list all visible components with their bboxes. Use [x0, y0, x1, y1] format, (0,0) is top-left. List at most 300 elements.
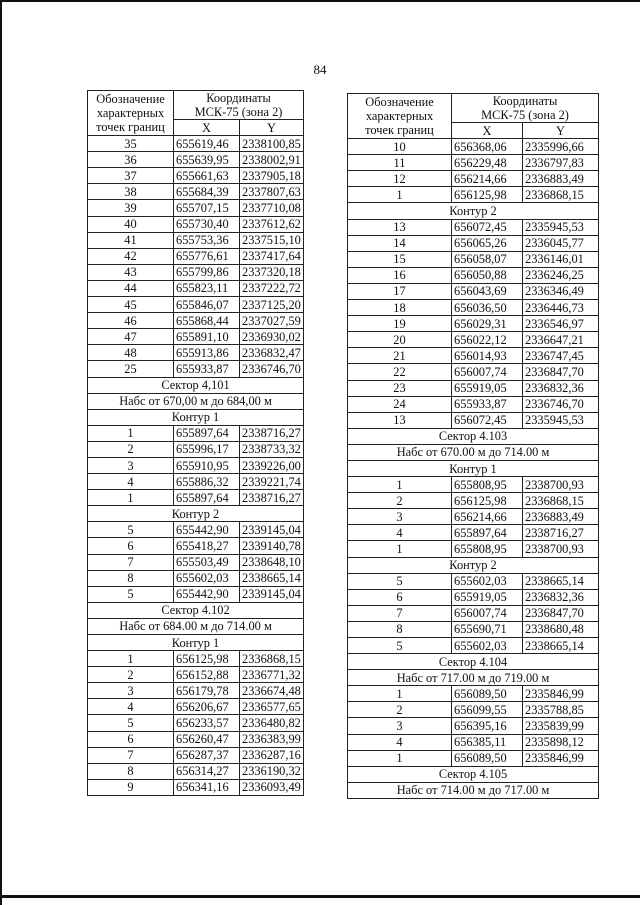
point-row [348, 251, 599, 267]
y-coordinate: 2336480,82 [240, 715, 304, 731]
x-coordinate: 655602,03 [174, 570, 240, 586]
x-coordinate: 655919,05 [452, 589, 523, 605]
point-number: 23 [348, 380, 452, 396]
x-coordinate: 656287,37 [174, 747, 240, 763]
coordinates-header [452, 94, 599, 123]
point-number: 1 [88, 651, 174, 667]
point-row [88, 651, 304, 667]
y-coordinate: 2335846,99 [523, 686, 599, 702]
point-row [88, 313, 304, 329]
y-coordinate: 2336847,70 [523, 364, 599, 380]
point-row [88, 425, 304, 441]
point-row [348, 525, 599, 541]
y-coordinate: 2335996,66 [523, 139, 599, 155]
point-number: 8 [88, 570, 174, 586]
y-coordinate: 2337612,62 [240, 216, 304, 232]
x-coordinate: 655868,44 [174, 313, 240, 329]
point-number: 20 [348, 332, 452, 348]
point-row [88, 345, 304, 361]
left-edge-line [0, 0, 2, 905]
point-number: 36 [88, 152, 174, 168]
point-number: 22 [348, 364, 452, 380]
y-coordinate: 2337417,64 [240, 248, 304, 264]
y-coordinate: 2337515,10 [240, 232, 304, 248]
y-coordinate: 2338665,14 [240, 570, 304, 586]
x-column-header: X [452, 123, 523, 139]
point-row [88, 570, 304, 586]
bottom-edge-line [0, 895, 640, 898]
sector-heading-row [348, 654, 599, 670]
x-coordinate: 656152,88 [174, 667, 240, 683]
x-coordinate: 655897,64 [174, 425, 240, 441]
x-coordinate: 656385,11 [452, 734, 523, 750]
x-coordinate: 656036,50 [452, 300, 523, 316]
y-coordinate: 2336747,45 [523, 348, 599, 364]
sector-heading-row [348, 782, 599, 798]
point-row [88, 264, 304, 280]
point-row [88, 457, 304, 473]
point-number: 5 [88, 522, 174, 538]
point-row [348, 332, 599, 348]
x-coordinate: 656029,31 [452, 316, 523, 332]
point-number: 9 [88, 779, 174, 795]
point-number: 13 [348, 412, 452, 428]
x-coordinate: 655690,71 [452, 621, 523, 637]
y-coordinate: 2335846,99 [523, 750, 599, 766]
x-coordinate: 656229,48 [452, 155, 523, 171]
point-number: 41 [88, 232, 174, 248]
x-coordinate: 655776,61 [174, 248, 240, 264]
point-row [348, 219, 599, 235]
y-coordinate: 2336045,77 [523, 235, 599, 251]
x-coordinate: 655730,40 [174, 216, 240, 232]
y-coordinate: 2335945,53 [523, 219, 599, 235]
point-row [348, 187, 599, 203]
x-coordinate: 655886,32 [174, 474, 240, 490]
coordinates-header-line: МСК-75 (зона 2) [194, 105, 283, 119]
contour-title: Контур 2 [88, 506, 304, 522]
x-coordinate: 655846,07 [174, 297, 240, 313]
point-row [348, 139, 599, 155]
sector-text: Сектор 4,101 [88, 377, 304, 393]
y-coordinate: 2337320,18 [240, 264, 304, 280]
point-number: 47 [88, 329, 174, 345]
point-number: 25 [88, 361, 174, 377]
x-coordinate: 656125,98 [452, 493, 523, 509]
sector-heading-row [88, 602, 304, 618]
x-coordinate: 656260,47 [174, 731, 240, 747]
point-row [348, 267, 599, 283]
sector-text: Сектор 4.105 [348, 766, 599, 782]
y-coordinate: 2338716,27 [240, 425, 304, 441]
contour-heading-row [88, 506, 304, 522]
contour-heading-row [88, 635, 304, 651]
y-coordinate: 2336797,83 [523, 155, 599, 171]
point-number: 5 [88, 586, 174, 602]
x-coordinate: 656314,27 [174, 763, 240, 779]
point-number: 12 [348, 171, 452, 187]
x-coordinate: 655753,36 [174, 232, 240, 248]
point-number: 4 [88, 699, 174, 715]
point-row [88, 248, 304, 264]
x-coordinate: 655823,11 [174, 280, 240, 296]
point-row [88, 699, 304, 715]
x-coordinate: 656214,66 [452, 509, 523, 525]
coordinates-table-left [87, 90, 304, 796]
point-row [348, 316, 599, 332]
point-row [348, 621, 599, 637]
x-coordinate: 655897,64 [174, 490, 240, 506]
x-coordinate: 656072,45 [452, 412, 523, 428]
point-row [88, 554, 304, 570]
point-number: 7 [88, 747, 174, 763]
y-coordinate: 2338680,48 [523, 621, 599, 637]
x-coordinate: 655684,39 [174, 184, 240, 200]
point-number: 42 [88, 248, 174, 264]
point-row [88, 715, 304, 731]
point-number: 16 [348, 267, 452, 283]
x-coordinate: 656058,07 [452, 251, 523, 267]
y-coordinate: 2336746,70 [240, 361, 304, 377]
x-coordinate: 656179,78 [174, 683, 240, 699]
y-coordinate: 2335839,99 [523, 718, 599, 734]
point-number: 6 [88, 731, 174, 747]
point-row [88, 216, 304, 232]
point-row [88, 232, 304, 248]
point-number: 7 [88, 554, 174, 570]
point-row [348, 348, 599, 364]
y-coordinate: 2336832,36 [523, 589, 599, 605]
point-row [348, 509, 599, 525]
point-label-header-line: характерных [96, 106, 165, 121]
y-coordinate: 2338665,14 [523, 573, 599, 589]
x-coordinate: 656341,16 [174, 779, 240, 795]
x-coordinate: 655799,86 [174, 264, 240, 280]
point-row [348, 605, 599, 621]
point-row [348, 750, 599, 766]
point-number: 4 [88, 474, 174, 490]
point-row [88, 731, 304, 747]
y-coordinate: 2336546,97 [523, 316, 599, 332]
point-row [348, 300, 599, 316]
y-coordinate: 2336146,01 [523, 251, 599, 267]
sector-heading-row [348, 444, 599, 460]
sector-text: Набс от 670,00 м до 684,00 м [88, 393, 304, 409]
y-coordinate: 2336930,02 [240, 329, 304, 345]
sector-heading-row [348, 670, 599, 686]
point-number: 39 [88, 200, 174, 216]
point-number: 8 [88, 763, 174, 779]
point-row [348, 589, 599, 605]
x-coordinate: 656065,26 [452, 235, 523, 251]
y-coordinate: 2335788,85 [523, 702, 599, 718]
point-label-header [88, 91, 174, 136]
y-coordinate: 2336346,49 [523, 283, 599, 299]
point-row [88, 184, 304, 200]
x-coordinate: 655891,10 [174, 329, 240, 345]
x-coordinate: 656368,06 [452, 139, 523, 155]
x-coordinate: 656043,69 [452, 283, 523, 299]
sector-text: Сектор 4.104 [348, 654, 599, 670]
x-coordinate: 656206,67 [174, 699, 240, 715]
y-coordinate: 2336832,47 [240, 345, 304, 361]
y-coordinate: 2338648,10 [240, 554, 304, 570]
point-row [88, 586, 304, 602]
point-number: 17 [348, 283, 452, 299]
y-coordinate: 2336577,65 [240, 699, 304, 715]
y-coordinate: 2335898,12 [523, 734, 599, 750]
point-row [88, 538, 304, 554]
point-row [348, 573, 599, 589]
point-number: 2 [348, 493, 452, 509]
point-number: 5 [348, 573, 452, 589]
x-coordinate: 655808,95 [452, 541, 523, 557]
point-number: 1 [348, 477, 452, 493]
point-number: 11 [348, 155, 452, 171]
y-coordinate: 2336883,49 [523, 171, 599, 187]
point-number: 18 [348, 300, 452, 316]
x-coordinate: 656125,98 [452, 187, 523, 203]
x-coordinate: 655933,87 [452, 396, 523, 412]
x-column-header: X [174, 120, 240, 136]
sector-heading-row [348, 766, 599, 782]
point-row [88, 280, 304, 296]
point-number: 6 [88, 538, 174, 554]
y-coordinate: 2336446,73 [523, 300, 599, 316]
y-coordinate: 2337710,08 [240, 200, 304, 216]
y-coordinate: 2339140,78 [240, 538, 304, 554]
y-coordinate: 2336868,15 [240, 651, 304, 667]
x-coordinate: 656014,93 [452, 348, 523, 364]
point-number: 38 [88, 184, 174, 200]
point-row [348, 702, 599, 718]
point-number: 3 [88, 683, 174, 699]
point-row [88, 361, 304, 377]
y-coordinate: 2336190,32 [240, 763, 304, 779]
sector-text: Набс от 684.00 м до 714.00 м [88, 618, 304, 634]
x-coordinate: 655442,90 [174, 586, 240, 602]
coordinates-header [174, 91, 304, 120]
point-number: 44 [88, 280, 174, 296]
point-row [348, 686, 599, 702]
sector-heading-row [88, 618, 304, 634]
point-number: 1 [88, 490, 174, 506]
y-coordinate: 2338716,27 [523, 525, 599, 541]
point-number: 35 [88, 136, 174, 152]
x-coordinate: 655503,49 [174, 554, 240, 570]
y-coordinate: 2336383,99 [240, 731, 304, 747]
point-number: 48 [88, 345, 174, 361]
point-row [348, 638, 599, 654]
y-coordinate: 2336746,70 [523, 396, 599, 412]
point-number: 1 [348, 541, 452, 557]
point-number: 19 [348, 316, 452, 332]
x-coordinate: 655639,95 [174, 152, 240, 168]
x-coordinate: 655933,87 [174, 361, 240, 377]
point-number: 1 [348, 686, 452, 702]
point-label-header [348, 94, 452, 139]
contour-heading-row [348, 557, 599, 573]
point-number: 4 [348, 734, 452, 750]
x-coordinate: 655808,95 [452, 477, 523, 493]
point-number: 2 [348, 702, 452, 718]
point-number: 13 [348, 219, 452, 235]
point-row [88, 329, 304, 345]
y-column-header: Y [523, 123, 599, 139]
y-coordinate: 2338733,32 [240, 441, 304, 457]
point-row [88, 747, 304, 763]
point-row [348, 155, 599, 171]
y-coordinate: 2336771,32 [240, 667, 304, 683]
point-number: 24 [348, 396, 452, 412]
point-number: 3 [348, 509, 452, 525]
x-coordinate: 655661,63 [174, 168, 240, 184]
y-coordinate: 2336883,49 [523, 509, 599, 525]
y-coordinate: 2336868,15 [523, 493, 599, 509]
point-number: 14 [348, 235, 452, 251]
point-number: 43 [88, 264, 174, 280]
contour-title: Контур 1 [348, 460, 599, 476]
sector-text: Сектор 4.103 [348, 428, 599, 444]
x-coordinate: 655707,15 [174, 200, 240, 216]
y-coordinate: 2339145,04 [240, 586, 304, 602]
y-coordinate: 2336647,21 [523, 332, 599, 348]
y-coordinate: 2339145,04 [240, 522, 304, 538]
point-label-header-line: Обозначение [365, 95, 434, 110]
point-row [88, 152, 304, 168]
y-coordinate: 2337222,72 [240, 280, 304, 296]
table-header-row [88, 91, 304, 120]
point-label-header-line: точек границ [365, 123, 434, 138]
x-coordinate: 656022,12 [452, 332, 523, 348]
point-label-header-line: Обозначение [96, 92, 165, 107]
point-number: 3 [88, 457, 174, 473]
point-row [348, 364, 599, 380]
point-row [88, 168, 304, 184]
point-number: 8 [348, 621, 452, 637]
y-coordinate: 2338716,27 [240, 490, 304, 506]
x-coordinate: 656214,66 [452, 171, 523, 187]
x-coordinate: 655602,03 [452, 638, 523, 654]
x-coordinate: 656007,74 [452, 364, 523, 380]
x-coordinate: 656099,55 [452, 702, 523, 718]
point-number: 4 [348, 525, 452, 541]
x-coordinate: 656050,88 [452, 267, 523, 283]
x-coordinate: 656395,16 [452, 718, 523, 734]
point-label-header-line: точек границ [96, 120, 165, 135]
point-row [348, 493, 599, 509]
point-number: 6 [348, 589, 452, 605]
y-coordinate: 2338100,85 [240, 136, 304, 152]
x-coordinate: 656125,98 [174, 651, 240, 667]
x-coordinate: 656007,74 [452, 605, 523, 621]
point-number: 1 [348, 750, 452, 766]
contour-heading-row [348, 203, 599, 219]
point-number: 1 [88, 425, 174, 441]
point-row [348, 396, 599, 412]
x-coordinate: 655910,95 [174, 457, 240, 473]
top-edge-line [0, 0, 640, 2]
x-coordinate: 655602,03 [452, 573, 523, 589]
coordinates-table-right [347, 93, 599, 799]
point-number: 1 [348, 187, 452, 203]
point-number: 37 [88, 168, 174, 184]
y-column-header: Y [240, 120, 304, 136]
point-number: 5 [348, 638, 452, 654]
point-number: 45 [88, 297, 174, 313]
x-coordinate: 656089,50 [452, 750, 523, 766]
point-number: 21 [348, 348, 452, 364]
x-coordinate: 655442,90 [174, 522, 240, 538]
point-row [88, 683, 304, 699]
sector-text: Набс от 670.00 м до 714.00 м [348, 444, 599, 460]
point-number: 46 [88, 313, 174, 329]
y-coordinate: 2339221,74 [240, 474, 304, 490]
x-coordinate: 655897,64 [452, 525, 523, 541]
point-number: 5 [88, 715, 174, 731]
x-coordinate: 656072,45 [452, 219, 523, 235]
point-row [88, 441, 304, 457]
y-coordinate: 2339226,00 [240, 457, 304, 473]
point-row [88, 200, 304, 216]
point-row [88, 136, 304, 152]
x-coordinate: 655919,05 [452, 380, 523, 396]
sector-text: Сектор 4.102 [88, 602, 304, 618]
point-row [88, 297, 304, 313]
x-coordinate: 656233,57 [174, 715, 240, 731]
contour-title: Контур 2 [348, 203, 599, 219]
sector-text: Набс от 714.00 м до 717.00 м [348, 782, 599, 798]
point-row [348, 541, 599, 557]
y-coordinate: 2336093,49 [240, 779, 304, 795]
y-coordinate: 2335945,53 [523, 412, 599, 428]
sector-heading-row [348, 428, 599, 444]
contour-title: Контур 1 [88, 635, 304, 651]
point-row [348, 718, 599, 734]
x-coordinate: 655913,86 [174, 345, 240, 361]
contour-heading-row [88, 409, 304, 425]
point-row [348, 734, 599, 750]
sector-heading-row [88, 393, 304, 409]
x-coordinate: 655418,27 [174, 538, 240, 554]
coordinates-header-line: Координаты [206, 91, 271, 105]
point-row [88, 667, 304, 683]
y-coordinate: 2336674,48 [240, 683, 304, 699]
point-number: 15 [348, 251, 452, 267]
point-row [88, 763, 304, 779]
y-coordinate: 2338002,91 [240, 152, 304, 168]
y-coordinate: 2338700,93 [523, 477, 599, 493]
point-row [348, 171, 599, 187]
point-row [348, 477, 599, 493]
y-coordinate: 2337027,59 [240, 313, 304, 329]
y-coordinate: 2336847,70 [523, 605, 599, 621]
x-coordinate: 655619,46 [174, 136, 240, 152]
point-number: 10 [348, 139, 452, 155]
point-number: 2 [88, 441, 174, 457]
point-number: 2 [88, 667, 174, 683]
y-coordinate: 2337125,20 [240, 297, 304, 313]
contour-heading-row [348, 460, 599, 476]
sector-heading-row [88, 377, 304, 393]
point-row [348, 283, 599, 299]
y-coordinate: 2338665,14 [523, 638, 599, 654]
coordinates-header-line: МСК-75 (зона 2) [481, 108, 569, 122]
point-row [88, 474, 304, 490]
point-row [348, 380, 599, 396]
point-number: 7 [348, 605, 452, 621]
point-label-header-line: характерных [365, 109, 434, 124]
